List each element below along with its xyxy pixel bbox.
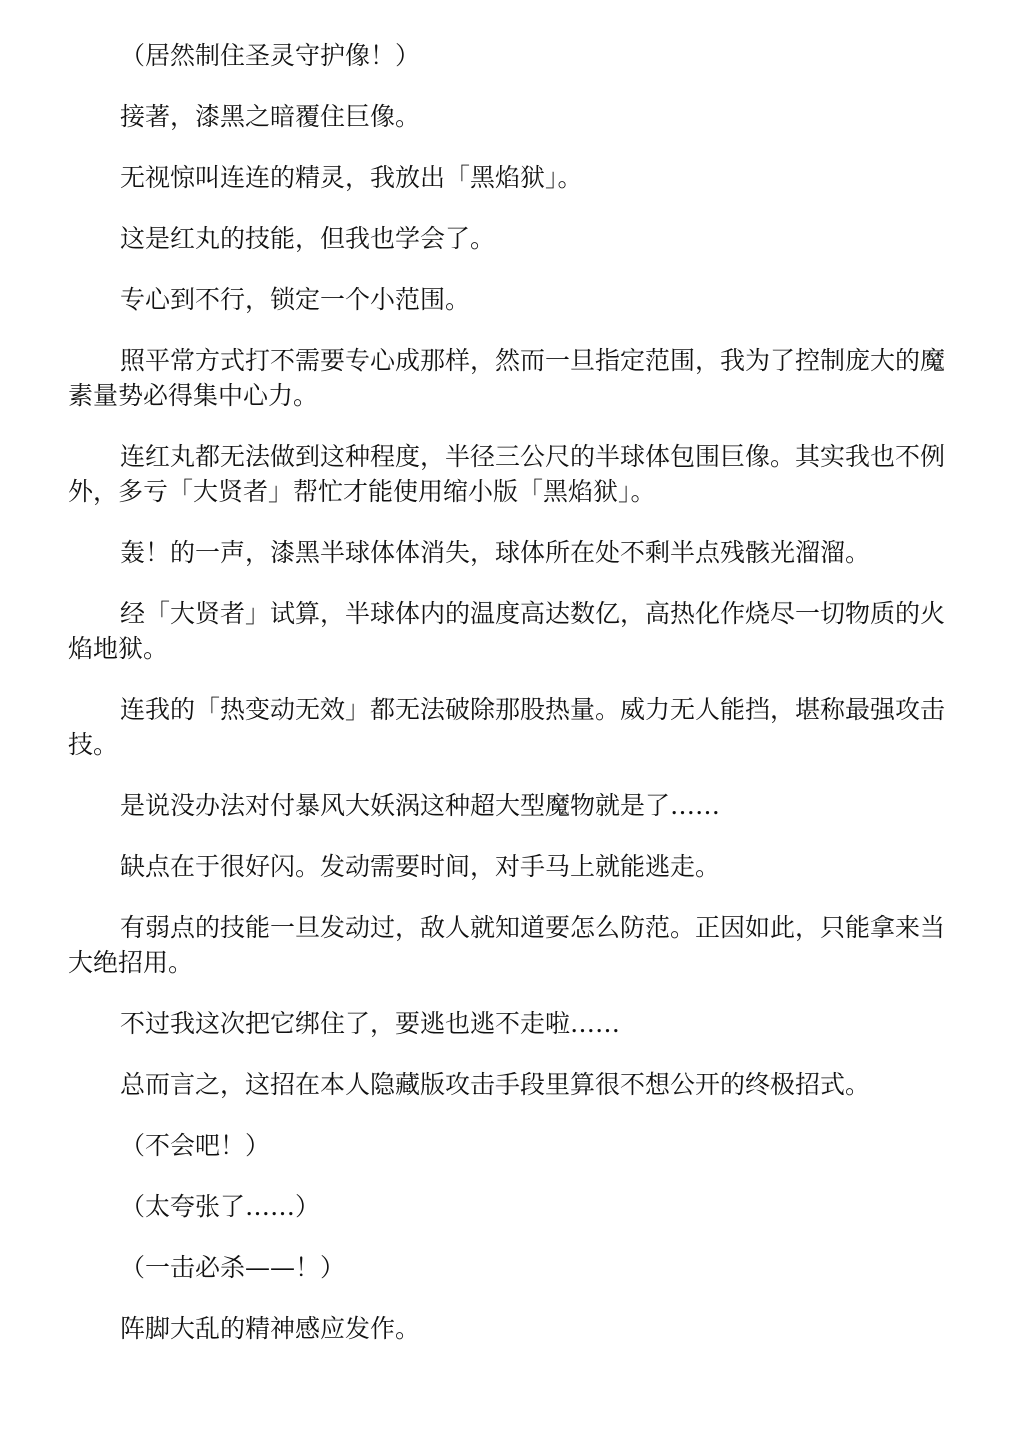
paragraph-5: 专心到不行，锁定一个小范围。 [120, 285, 471, 314]
paragraph-2: 接著，漆黑之暗覆住巨像。 [120, 102, 421, 131]
paragraph-13: 有弱点的技能一旦发动过，敌人就知道要怎么防范。正因如此，只能拿来当大绝招用。 [68, 913, 946, 977]
paragraph-3: 无视惊叫连连的精灵，我放出「黑焰狱」。 [120, 163, 583, 192]
paragraph-17: （太夸张了……） [120, 1192, 321, 1221]
paragraph-16: （不会吧！） [120, 1131, 271, 1160]
paragraph-11: 是说没办法对付暴风大妖涡这种超大型魔物就是了…… [120, 791, 721, 820]
paragraph-14: 不过我这次把它绑住了，要逃也逃不走啦…… [120, 1009, 621, 1038]
paragraph-18: （一击必杀——！） [120, 1253, 346, 1282]
paragraph-7: 连红丸都无法做到这种程度，半径三公尺的半球体包围巨像。其实我也不例外，多亏「大贤者」帮忙才能使用缩小版「黑焰狱」。 [68, 442, 946, 506]
paragraph-19: 阵脚大乱的精神感应发作。 [120, 1314, 421, 1343]
paragraph-15: 总而言之，这招在本人隐藏版攻击手段里算很不想公开的终极招式。 [120, 1070, 871, 1099]
paragraph-12: 缺点在于很好闪。发动需要时间，对手马上就能逃走。 [120, 852, 721, 881]
paragraph-6: 照平常方式打不需要专心成那样，然而一旦指定范围，我为了控制庞大的魔素量势必得集中心力。 [68, 346, 946, 410]
paragraph-8: 轰！的一声，漆黑半球体体消失，球体所在处不剩半点残骸光溜溜。 [120, 538, 871, 567]
paragraph-4: 这是红丸的技能，但我也学会了。 [120, 224, 496, 253]
paragraph-9: 经「大贤者」试算，半球体内的温度高达数亿，高热化作烧尽一切物质的火焰地狱。 [68, 599, 946, 663]
paragraph-1: （居然制住圣灵守护像！） [120, 41, 421, 70]
paragraph-10: 连我的「热变动无效」都无法破除那股热量。威力无人能挡，堪称最强攻击技。 [68, 695, 946, 759]
